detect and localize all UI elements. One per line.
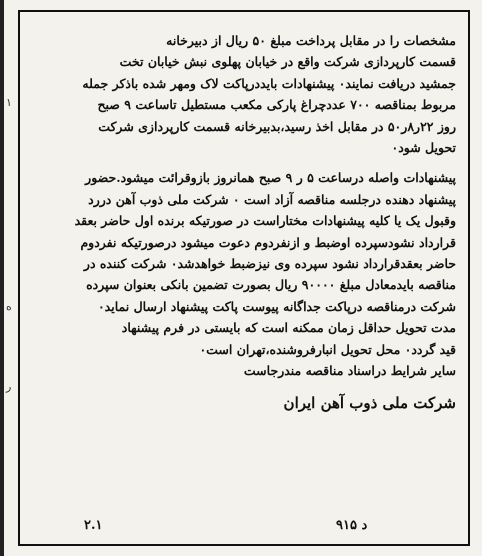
notice-line: تحویل شود۰ — [391, 140, 456, 156]
notice-line: روز ۲۲ر۸ر۵۰ در مقابل اخذ رسید،بدبیرخانه قسمت کارپردازی شرکت — [98, 118, 456, 134]
tender-notice-box — [18, 10, 470, 546]
footer-codes — [20, 518, 468, 538]
edge-fragment: ر — [6, 380, 12, 393]
edge-fragment: ه — [6, 300, 12, 313]
issuer-signature: شرکت ملی ذوب آهن ایران — [283, 393, 456, 412]
notice-line: مناقصه بایدمعادل مبلغ ۹۰۰۰۰ ریال بصورت تضمین بانکی بعنوان سپرده — [86, 277, 456, 293]
notice-line: پیشنهاد دهنده درجلسه مناقصه آزاد است ۰ شرکت ملی ذوب آهن دررد — [88, 191, 456, 207]
notice-line: قسمت کارپردازی شرکت واقع در خیابان پهلوی نبش خیابان تخت — [119, 54, 456, 70]
notice-line: سایر شرایط دراسناد مناقصه مندرجاست — [243, 363, 456, 379]
notice-line: پیشنهادات واصله درساعت ۵ ر ۹ صبح همانروز بازوقرائت میشود.حضور — [85, 170, 456, 186]
notice-line: وقبول یک یا کلیه پیشنهادات مختاراست در صورتیکه برنده اول حاضر بعقد — [74, 213, 456, 229]
notice-line: جمشید دریافت نمایند۰ پیشنهادات بایددرپاکت لاک ومهر شده باذکر جمله — [82, 75, 456, 91]
edge-fragment: ۱ — [6, 96, 12, 109]
notice-line: حاضر بعقدقرارداد نشود سپرده وی نیزضبط خواهدشد۰ شرکت کننده در — [83, 256, 456, 272]
notice-line: قید گردد۰ محل تحویل انبارفروشنده،تهران است۰ — [199, 341, 456, 357]
footer-right-code: د ۹۱۵ — [336, 518, 368, 533]
notice-paragraph — [34, 30, 456, 158]
notice-line: مشخصات را در مقابل پرداخت مبلغ ۵۰ ریال از دبیرخانه — [166, 33, 456, 48]
footer-left-code: ۲.۱ — [84, 518, 103, 533]
page-edge-rule — [0, 0, 4, 556]
notice-line: مربوط بمناقصه ۷۰۰ عددچراغ پارکی مکعب مستطیل تاساعت ۹ صبح — [97, 97, 456, 113]
notice-paragraph — [34, 167, 456, 381]
notice-line: شرکت درمناقصه درپاکت جداگانه پیوست پاکت پیشنهاد ارسال نماید۰ — [97, 298, 456, 314]
notice-line: قرارداد نشودسپرده اوضبط و ازنفردوم دعوت میشود درصورتیکه نفردوم — [80, 234, 456, 250]
notice-line: مدت تحویل حداقل زمان ممکنه است که بایستی در فرم پیشنهاد — [121, 320, 456, 336]
